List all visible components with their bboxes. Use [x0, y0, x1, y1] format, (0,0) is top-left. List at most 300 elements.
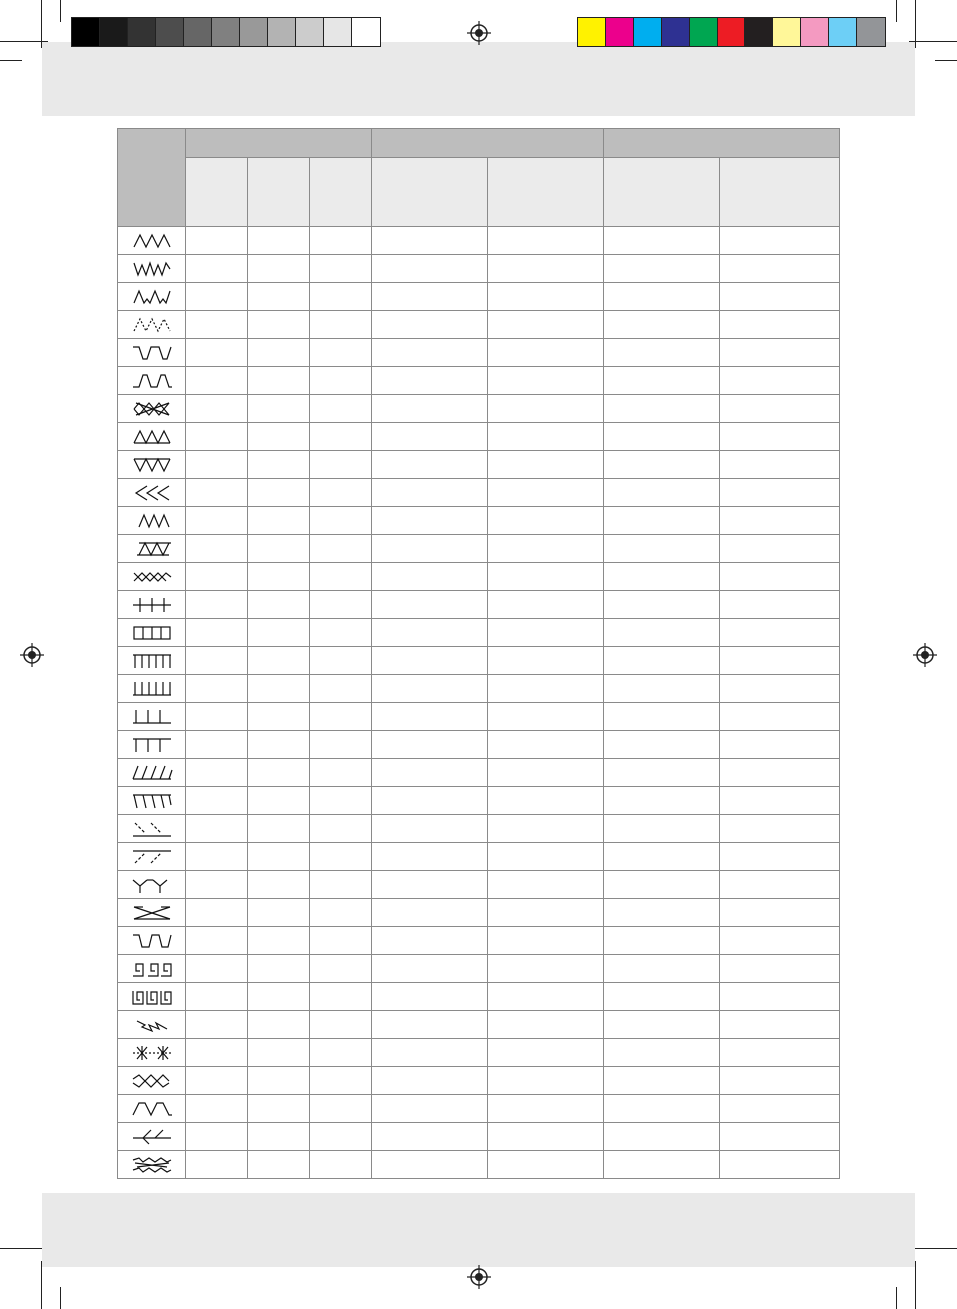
- table-cell: [310, 535, 372, 563]
- table-cell: [372, 255, 488, 283]
- table-cell: [604, 1067, 720, 1095]
- narrow-zigzag-icon: [131, 511, 173, 531]
- table-cell: [488, 283, 604, 311]
- table-cell: [488, 535, 604, 563]
- registration-mark-right: [913, 643, 937, 667]
- stitch-symbol-cell: [118, 451, 186, 479]
- table-cell: [720, 311, 840, 339]
- color-swatch: [352, 18, 380, 46]
- table-cell: [186, 283, 248, 311]
- table-cell: [186, 1151, 248, 1179]
- registration-mark-top: [467, 21, 491, 45]
- table-cell: [604, 647, 720, 675]
- table-cell: [186, 451, 248, 479]
- stitch-pattern-header: [118, 129, 186, 227]
- table-cell: [186, 563, 248, 591]
- table-cell: [488, 255, 604, 283]
- blanket-bottom-icon: [131, 707, 173, 727]
- color-swatch: [212, 18, 240, 46]
- table-cell: [604, 311, 720, 339]
- table-cell: [248, 423, 310, 451]
- color-swatch: [128, 18, 156, 46]
- table-cell: [248, 787, 310, 815]
- table-cell: [310, 591, 372, 619]
- table-cell: [604, 591, 720, 619]
- table-row: [118, 675, 840, 703]
- stitch-symbol-cell: [118, 283, 186, 311]
- table-cell: [720, 703, 840, 731]
- table-cell: [186, 983, 248, 1011]
- table-cell: [186, 675, 248, 703]
- crop-mark: [935, 60, 957, 61]
- table-cell: [604, 955, 720, 983]
- table-cell: [310, 1011, 372, 1039]
- table-cell: [488, 955, 604, 983]
- table-cell: [310, 787, 372, 815]
- table-cell: [310, 451, 372, 479]
- table-cell: [248, 759, 310, 787]
- color-swatch: [72, 18, 100, 46]
- table-cell: [310, 255, 372, 283]
- color-swatch: [857, 18, 885, 46]
- table-cell: [488, 759, 604, 787]
- triangle-row-icon: [131, 427, 173, 447]
- table-cell: [186, 703, 248, 731]
- table-cell: [372, 703, 488, 731]
- table-cell: [372, 1095, 488, 1123]
- table-cell: [604, 563, 720, 591]
- table-cell: [720, 787, 840, 815]
- stitch-symbol-cell: [118, 423, 186, 451]
- table-cell: [720, 395, 840, 423]
- stitch-symbol-cell: [118, 675, 186, 703]
- table-cell: [720, 731, 840, 759]
- table-cell: [248, 283, 310, 311]
- color-swatch: [184, 18, 212, 46]
- table-cell: [720, 899, 840, 927]
- table-cell: [248, 703, 310, 731]
- table-cell: [372, 563, 488, 591]
- zigzag-icon: [131, 231, 173, 251]
- crop-mark: [909, 1248, 957, 1249]
- table-row: [118, 983, 840, 1011]
- table-cell: [186, 843, 248, 871]
- table-cell: [310, 227, 372, 255]
- stitch-symbol-cell: [118, 1095, 186, 1123]
- crop-mark: [915, 1261, 916, 1309]
- table-cell: [248, 367, 310, 395]
- table-cell: [488, 731, 604, 759]
- header-group-2: [372, 129, 604, 158]
- table-cell: [372, 367, 488, 395]
- table-cell: [310, 703, 372, 731]
- table-cell: [720, 647, 840, 675]
- stitch-symbol-cell: [118, 927, 186, 955]
- table-cell: [310, 1039, 372, 1067]
- table-cell: [720, 1123, 840, 1151]
- table-cell: [488, 339, 604, 367]
- table-cell: [372, 395, 488, 423]
- blanket-top-icon: [131, 735, 173, 755]
- table-cell: [604, 983, 720, 1011]
- stitch-symbol-cell: [118, 759, 186, 787]
- table-cell: [720, 423, 840, 451]
- table-cell: [488, 1123, 604, 1151]
- table-cell: [372, 955, 488, 983]
- stitch-symbol-cell: [118, 787, 186, 815]
- table-cell: [186, 731, 248, 759]
- table-cell: [488, 1039, 604, 1067]
- braid-icon: [131, 1071, 173, 1091]
- table-cell: [604, 619, 720, 647]
- table-cell: [310, 367, 372, 395]
- crop-mark: [0, 1248, 48, 1249]
- stitch-symbol-cell: [118, 871, 186, 899]
- table-cell: [372, 815, 488, 843]
- table-cell: [720, 1011, 840, 1039]
- table-cell: [248, 395, 310, 423]
- double-triangle-icon: [131, 539, 173, 559]
- table-row: [118, 787, 840, 815]
- color-swatch: [268, 18, 296, 46]
- color-swatch: [296, 18, 324, 46]
- color-swatch: [773, 18, 801, 46]
- table-cell: [186, 759, 248, 787]
- stitch-symbol-cell: [118, 899, 186, 927]
- table-cell: [248, 843, 310, 871]
- table-cell: [310, 563, 372, 591]
- table-row: [118, 871, 840, 899]
- stitch-symbol-cell: [118, 731, 186, 759]
- table-cell: [488, 367, 604, 395]
- table-row: [118, 1095, 840, 1123]
- table-row: [118, 255, 840, 283]
- table-cell: [310, 899, 372, 927]
- table-row: [118, 535, 840, 563]
- stitch-settings-table: [117, 128, 840, 1179]
- table-cell: [310, 1151, 372, 1179]
- table-row: [118, 451, 840, 479]
- crop-mark: [896, 0, 897, 22]
- table-cell: [248, 983, 310, 1011]
- stitch-symbol-cell: [118, 647, 186, 675]
- table-cell: [310, 647, 372, 675]
- ladder-box-icon: [131, 623, 173, 643]
- table-cell: [488, 423, 604, 451]
- table-cell: [372, 647, 488, 675]
- table-cell: [720, 955, 840, 983]
- zigzag-variant-icon: [131, 259, 173, 279]
- crop-mark: [909, 41, 957, 42]
- table-row: [118, 1011, 840, 1039]
- table-cell: [720, 367, 840, 395]
- table-cell: [720, 451, 840, 479]
- table-cell: [488, 563, 604, 591]
- table-cell: [488, 647, 604, 675]
- table-cell: [604, 1151, 720, 1179]
- table-row: [118, 591, 840, 619]
- table-cell: [186, 1123, 248, 1151]
- stitch-symbol-cell: [118, 955, 186, 983]
- table-cell: [372, 899, 488, 927]
- sub-column-1: [186, 158, 248, 227]
- table-cell: [248, 339, 310, 367]
- table-cell: [248, 227, 310, 255]
- table-cell: [310, 507, 372, 535]
- table-cell: [488, 1151, 604, 1179]
- table-cell: [372, 591, 488, 619]
- table-cell: [604, 703, 720, 731]
- table-cell: [604, 479, 720, 507]
- table-cell: [310, 955, 372, 983]
- table-cell: [372, 675, 488, 703]
- table-cell: [488, 675, 604, 703]
- stitch-symbol-cell: [118, 339, 186, 367]
- table-cell: [720, 1067, 840, 1095]
- table-cell: [604, 367, 720, 395]
- table-cell: [604, 1095, 720, 1123]
- table-cell: [488, 395, 604, 423]
- table-row: [118, 703, 840, 731]
- scallop-chain-icon: [131, 1155, 173, 1175]
- table-cell: [604, 871, 720, 899]
- diamond-chain-icon: [131, 399, 173, 419]
- table-cell: [186, 311, 248, 339]
- table-cell: [310, 423, 372, 451]
- table-cell: [186, 647, 248, 675]
- stitch-symbol-cell: [118, 703, 186, 731]
- table-row: [118, 1123, 840, 1151]
- registration-mark-left: [20, 643, 44, 667]
- table-cell: [248, 871, 310, 899]
- table-cell: [310, 311, 372, 339]
- table-cell: [720, 927, 840, 955]
- table-cell: [186, 395, 248, 423]
- color-swatch: [801, 18, 829, 46]
- table-cell: [372, 423, 488, 451]
- table-row: [118, 423, 840, 451]
- table-cell: [186, 1011, 248, 1039]
- table-cell: [604, 1011, 720, 1039]
- table-cell: [186, 255, 248, 283]
- table-cell: [720, 227, 840, 255]
- table-cell: [488, 1067, 604, 1095]
- table-cell: [310, 675, 372, 703]
- table-row: [118, 899, 840, 927]
- table-cell: [186, 339, 248, 367]
- table-cell: [604, 815, 720, 843]
- color-swatch: [578, 18, 606, 46]
- dotted-zigzag-icon: [131, 315, 173, 335]
- table-row: [118, 311, 840, 339]
- table-cell: [372, 759, 488, 787]
- color-swatch: [634, 18, 662, 46]
- table-cell: [248, 507, 310, 535]
- table-cell: [248, 675, 310, 703]
- reverse-slant-bars-icon: [131, 791, 173, 811]
- stitch-symbol-cell: [118, 1067, 186, 1095]
- table-cell: [186, 787, 248, 815]
- greek-key-icon: [131, 959, 173, 979]
- table-cell: [720, 563, 840, 591]
- table-cell: [186, 227, 248, 255]
- table-cell: [604, 535, 720, 563]
- table-cell: [488, 899, 604, 927]
- table-cell: [372, 927, 488, 955]
- table-cell: [604, 759, 720, 787]
- table-cell: [186, 1039, 248, 1067]
- stitch-symbol-cell: [118, 227, 186, 255]
- table-cell: [488, 451, 604, 479]
- table-cell: [186, 367, 248, 395]
- table-cell: [310, 1123, 372, 1151]
- table-cell: [310, 283, 372, 311]
- table-cell: [720, 871, 840, 899]
- table-cell: [720, 591, 840, 619]
- table-cell: [248, 1095, 310, 1123]
- table-cell: [604, 787, 720, 815]
- table-cell: [248, 591, 310, 619]
- table-row: [118, 1039, 840, 1067]
- table-cell: [488, 227, 604, 255]
- table-cell: [186, 423, 248, 451]
- table-cell: [186, 1095, 248, 1123]
- table-cell: [372, 507, 488, 535]
- color-swatch: [718, 18, 746, 46]
- table-cell: [604, 675, 720, 703]
- stitch-symbol-cell: [118, 843, 186, 871]
- cross-line-icon: [131, 595, 173, 615]
- table-row: [118, 563, 840, 591]
- table-cell: [488, 507, 604, 535]
- star-chain-icon: [131, 1043, 173, 1063]
- table-cell: [372, 1011, 488, 1039]
- table-cell: [248, 815, 310, 843]
- ramp-icon: [131, 1099, 173, 1119]
- table-cell: [604, 227, 720, 255]
- color-swatch: [156, 18, 184, 46]
- table-cell: [720, 619, 840, 647]
- stitch-symbol-cell: [118, 507, 186, 535]
- table-cell: [310, 339, 372, 367]
- inverted-trapezoid-icon: [131, 343, 173, 363]
- slash-down-icon: [131, 819, 173, 839]
- stitch-table-body: [118, 227, 840, 1179]
- crop-mark: [60, 0, 61, 22]
- stitch-symbol-cell: [118, 1039, 186, 1067]
- stitch-symbol-cell: [118, 395, 186, 423]
- table-cell: [372, 843, 488, 871]
- table-row: [118, 367, 840, 395]
- table-cell: [720, 1039, 840, 1067]
- table-cell: [248, 731, 310, 759]
- crop-mark: [896, 1287, 897, 1309]
- table-row: [118, 283, 840, 311]
- table-cell: [720, 283, 840, 311]
- table-row: [118, 1151, 840, 1179]
- sub-column-4: [372, 158, 488, 227]
- table-cell: [488, 703, 604, 731]
- table-row: [118, 479, 840, 507]
- stitch-symbol-cell: [118, 591, 186, 619]
- table-cell: [372, 451, 488, 479]
- table-cell: [372, 283, 488, 311]
- table-row: [118, 1067, 840, 1095]
- table-cell: [604, 899, 720, 927]
- table-cell: [720, 815, 840, 843]
- table-cell: [604, 843, 720, 871]
- table-row: [118, 955, 840, 983]
- table-cell: [248, 1039, 310, 1067]
- table-cell: [372, 1067, 488, 1095]
- table-cell: [248, 1011, 310, 1039]
- inverted-triangle-row-icon: [131, 455, 173, 475]
- table-cell: [720, 507, 840, 535]
- crop-mark: [915, 0, 916, 48]
- registration-mark-bottom: [467, 1265, 491, 1289]
- table-cell: [488, 815, 604, 843]
- color-swatch: [662, 18, 690, 46]
- table-cell: [372, 871, 488, 899]
- arrow-feather-icon: [131, 1127, 173, 1147]
- table-cell: [604, 731, 720, 759]
- table-cell: [186, 479, 248, 507]
- table-cell: [720, 843, 840, 871]
- table-cell: [186, 815, 248, 843]
- table-cell: [186, 591, 248, 619]
- sub-column-3: [310, 158, 372, 227]
- table-cell: [720, 535, 840, 563]
- sub-column-5: [488, 158, 604, 227]
- color-swatch: [829, 18, 857, 46]
- table-cell: [720, 479, 840, 507]
- table-cell: [186, 871, 248, 899]
- table-cell: [310, 927, 372, 955]
- table-cell: [720, 1151, 840, 1179]
- table-cell: [720, 759, 840, 787]
- feather-icon: [131, 875, 173, 895]
- table-cell: [248, 535, 310, 563]
- table-cell: [372, 1151, 488, 1179]
- process-color-bar: [577, 17, 886, 47]
- slash-up-icon: [131, 847, 173, 867]
- table-row: [118, 731, 840, 759]
- table-row: [118, 227, 840, 255]
- crop-mark: [41, 0, 42, 48]
- crop-mark: [41, 1261, 42, 1309]
- table-cell: [720, 1095, 840, 1123]
- table-cell: [720, 983, 840, 1011]
- table-cell: [488, 311, 604, 339]
- table-cell: [488, 619, 604, 647]
- sub-column-7: [720, 158, 840, 227]
- stitch-symbol-cell: [118, 815, 186, 843]
- table-row: [118, 647, 840, 675]
- table-cell: [310, 843, 372, 871]
- comb-top-icon: [131, 651, 173, 671]
- table-cell: [248, 255, 310, 283]
- table-cell: [604, 423, 720, 451]
- table-cell: [372, 731, 488, 759]
- cross-wave-icon: [131, 567, 173, 587]
- table-cell: [604, 1039, 720, 1067]
- table-cell: [720, 339, 840, 367]
- table-cell: [488, 1095, 604, 1123]
- table-cell: [604, 283, 720, 311]
- table-cell: [248, 647, 310, 675]
- table-cell: [186, 899, 248, 927]
- table-row: [118, 759, 840, 787]
